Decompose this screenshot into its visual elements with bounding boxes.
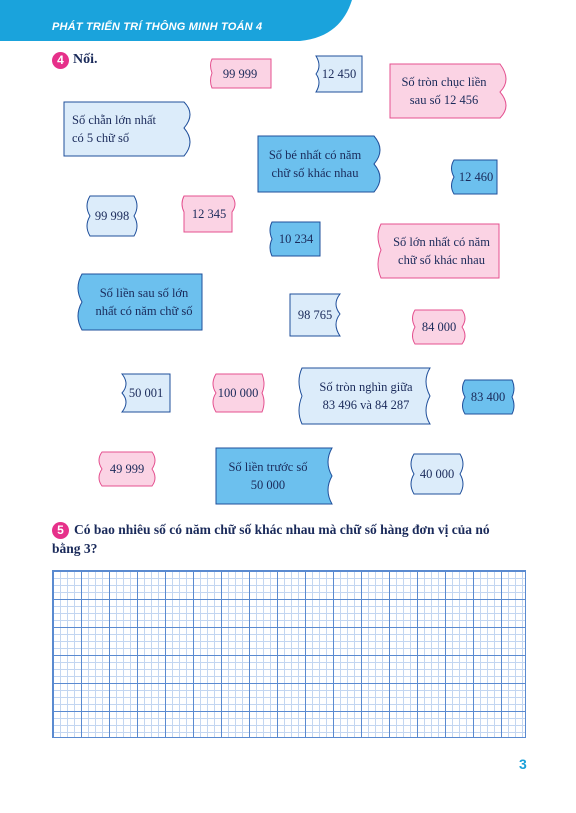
piece-label: 40 000 xyxy=(419,467,455,481)
answer-grid[interactable] xyxy=(52,570,526,738)
page-header xyxy=(0,0,576,42)
piece-10234[interactable] xyxy=(268,218,324,260)
piece-label: 84 000 xyxy=(421,320,457,334)
piece-label: Số bé nhất có năm chữ số khác nhau xyxy=(268,148,362,180)
piece-label: 12 460 xyxy=(458,170,494,184)
piece-be-nhat[interactable] xyxy=(256,134,386,194)
piece-99998[interactable] xyxy=(84,192,140,240)
piece-83400[interactable] xyxy=(460,376,516,418)
book-title: PHÁT TRIỂN TRÍ THÔNG MINH TOÁN 4 xyxy=(52,21,263,33)
piece-label: 12 345 xyxy=(191,207,227,221)
piece-tron-chuc[interactable] xyxy=(388,62,513,120)
piece-lon-nhat[interactable] xyxy=(375,222,502,280)
exercise-number-badge: 4 xyxy=(52,52,69,69)
piece-84000[interactable] xyxy=(410,306,468,348)
piece-label: Số tròn nghìn giữa 83 496 và 84 287 xyxy=(319,380,413,412)
piece-49999[interactable] xyxy=(96,448,158,490)
piece-label: Số lớn nhất có năm chữ số khác nhau xyxy=(393,235,490,267)
piece-label: Số tròn chục liền sau số 12 456 xyxy=(401,75,487,107)
piece-label: Số chẵn lớn nhất có 5 chữ số xyxy=(72,113,157,145)
piece-chan-lon-nhat[interactable] xyxy=(62,100,198,158)
piece-12450[interactable] xyxy=(312,52,366,96)
piece-label: 50 001 xyxy=(128,386,164,400)
piece-tron-nghin[interactable] xyxy=(296,366,436,426)
piece-label: 83 400 xyxy=(470,390,506,404)
piece-12460[interactable] xyxy=(449,156,503,198)
piece-lien-sau[interactable] xyxy=(74,272,210,332)
piece-100000[interactable] xyxy=(210,370,266,416)
exercise-question-line1: Có bao nhiêu số có năm chữ số khác nhau mà chữ số hàng đơn vị của nó xyxy=(74,522,490,537)
piece-label: 99 998 xyxy=(94,209,130,223)
piece-label: 12 450 xyxy=(321,67,357,81)
piece-label: Số liền trước số 50 000 xyxy=(228,460,308,492)
exercise-number-badge: 5 xyxy=(52,522,69,539)
page-number: 3 xyxy=(519,756,527,772)
piece-40000[interactable] xyxy=(408,450,466,498)
piece-label: 98 765 xyxy=(297,308,333,322)
piece-label: 10 234 xyxy=(278,232,314,246)
exercise-question-line2: bằng 3? xyxy=(52,541,98,556)
piece-label: 49 999 xyxy=(109,462,145,476)
piece-lien-truoc[interactable] xyxy=(214,446,334,506)
piece-50001[interactable] xyxy=(118,370,174,416)
piece-label: 99 999 xyxy=(222,66,258,81)
piece-label: 100 000 xyxy=(217,386,259,400)
piece-12345[interactable] xyxy=(180,192,238,236)
piece-label: Số liền sau số lớn nhất có năm chữ số xyxy=(95,286,193,318)
exercise-instruction: Nối. xyxy=(73,52,98,67)
piece-98765[interactable] xyxy=(286,290,344,340)
piece-99999[interactable] xyxy=(209,56,271,91)
